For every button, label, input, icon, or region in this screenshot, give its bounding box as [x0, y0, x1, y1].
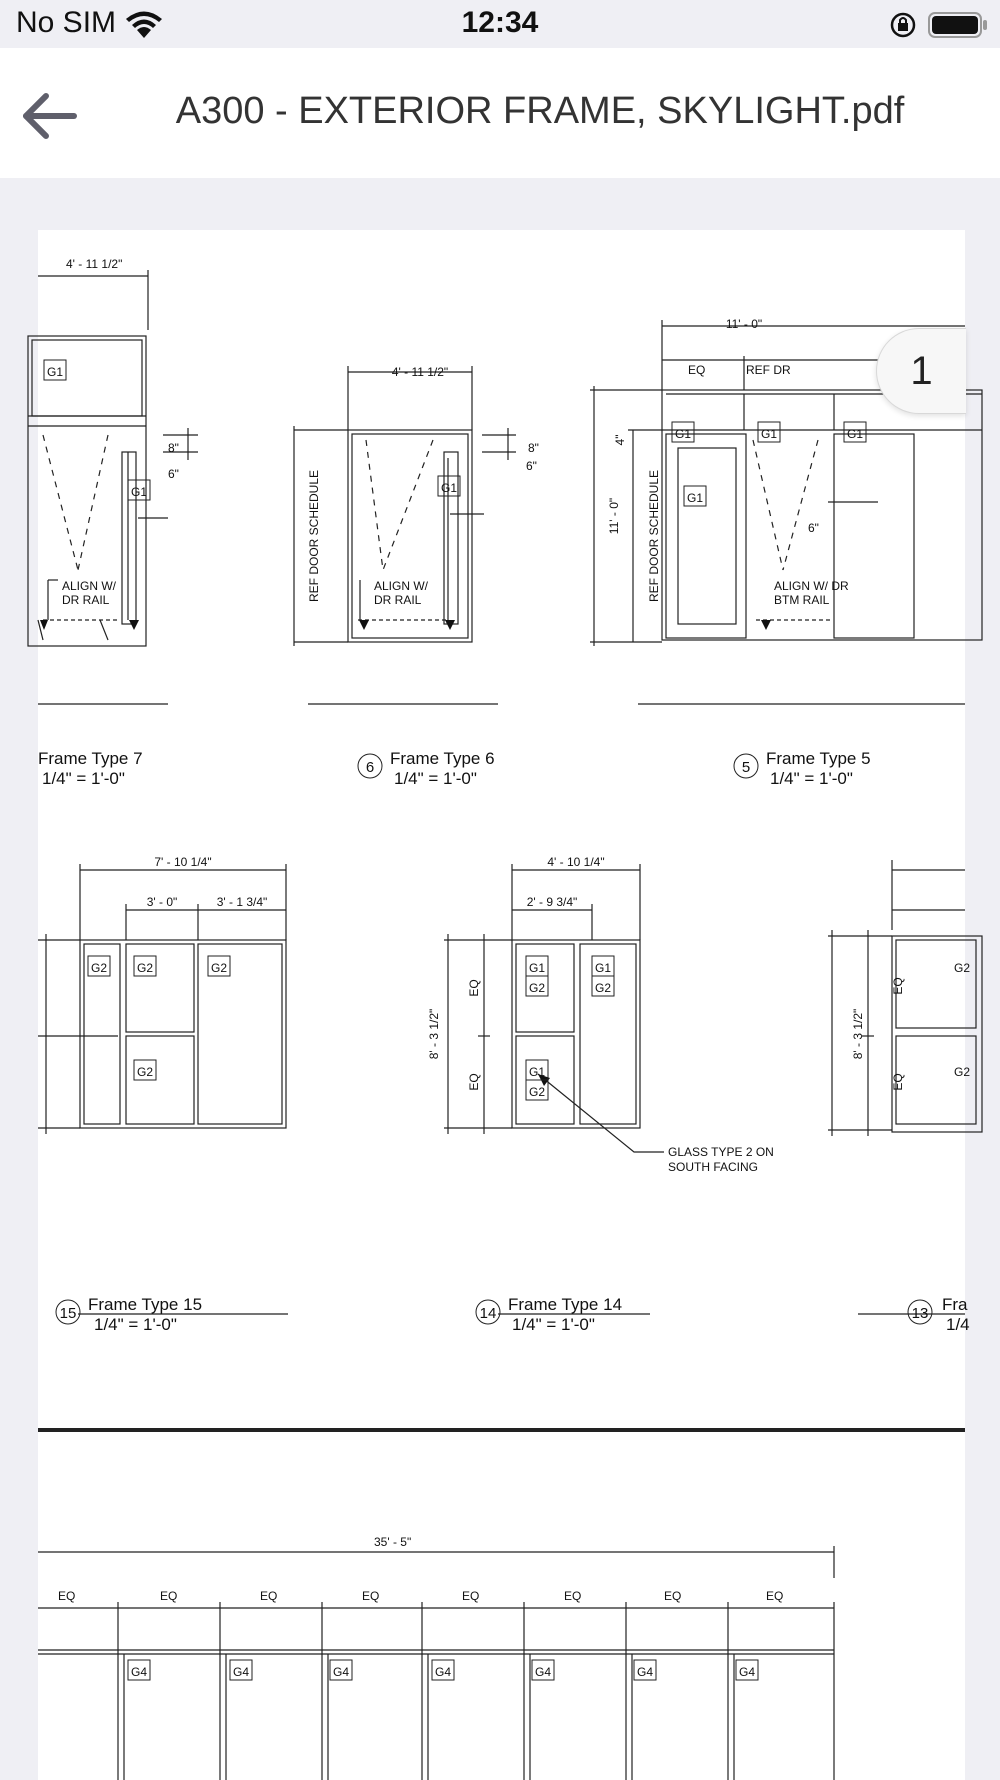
frame-title: Frame Type 5: [766, 749, 871, 768]
frame-title: Frame Type 6: [390, 749, 495, 768]
dim-text: EQ: [564, 1589, 582, 1603]
frame-title: Frame Type 7: [38, 749, 143, 768]
frame-scale: 1/4: [946, 1315, 970, 1334]
dim-text: EQ: [160, 1589, 178, 1603]
dim-text: 4": [613, 434, 627, 446]
tag-label: G2: [137, 961, 154, 975]
dim-text: EQ: [664, 1589, 682, 1603]
frame-scale: 1/4" = 1'-0": [42, 769, 125, 788]
dim-text: 2' - 9 3/4": [526, 895, 578, 909]
dim-text: 3' - 1 3/4": [216, 895, 268, 909]
clock: 12:34: [461, 6, 539, 39]
tag-label: G2: [137, 1065, 154, 1079]
tag-label: G1: [131, 485, 148, 499]
dim-text: EQ: [462, 1589, 480, 1603]
dim-text: EQ: [467, 1073, 481, 1091]
frame-scale: 1/4" = 1'-0": [512, 1315, 595, 1334]
tag-label: G1: [47, 365, 64, 379]
note-text: BTM RAIL: [774, 593, 830, 607]
dim-text: REF DR: [746, 363, 791, 377]
dim-text: EQ: [362, 1589, 380, 1603]
note-text: GLASS TYPE 2 ON: [668, 1145, 774, 1159]
frame-scale: 1/4" = 1'-0": [394, 769, 477, 788]
tag-label: G4: [233, 1665, 250, 1679]
tag-label: G1: [687, 491, 704, 505]
dim-text: 3' - 0": [146, 895, 178, 909]
pdf-viewer[interactable]: [0, 178, 1000, 1778]
dim-text: 7' - 10 1/4": [154, 855, 212, 869]
tag-label: G2: [211, 961, 228, 975]
page-number-badge: 1: [876, 328, 966, 414]
frame-number: 13: [911, 1305, 929, 1322]
frame-number: 6: [365, 759, 375, 776]
pdf-page[interactable]: [38, 230, 971, 1780]
carrier-label: No SIM: [16, 6, 117, 39]
frame-number: 15: [59, 1305, 77, 1322]
dim-text: 4' - 11 1/2": [391, 365, 449, 379]
tag-label: G2: [529, 981, 546, 995]
note-text: ALIGN W/ DR: [774, 579, 849, 593]
dim-text: EQ: [58, 1589, 76, 1603]
frame-scale: 1/4" = 1'-0": [770, 769, 853, 788]
rotation-lock-icon: [888, 10, 918, 45]
dim-text: 4' - 10 1/4": [547, 855, 605, 869]
tag-label: G1: [595, 961, 612, 975]
tag-label: G2: [595, 981, 612, 995]
drawing-sheet: [38, 230, 971, 1780]
tag-label: G2: [954, 961, 971, 975]
note-text: DR RAIL: [62, 593, 110, 607]
dim-text: 8": [528, 441, 539, 455]
dim-text: 8": [168, 441, 179, 455]
dim-text: 4' - 11 1/2": [66, 257, 123, 271]
frame-title: Frame Type 14: [508, 1295, 623, 1314]
arrow-left-icon: [18, 88, 82, 144]
navigation-bar: [0, 48, 1000, 178]
tag-label: G4: [333, 1665, 350, 1679]
dim-text: EQ: [891, 977, 905, 995]
tag-label: G1: [761, 427, 778, 441]
note-text: REF DOOR SCHEDULE: [647, 469, 661, 603]
frame-number: 5: [741, 759, 751, 776]
frame-number: 14: [479, 1305, 497, 1322]
dim-text: 8' - 3 1/2": [427, 1008, 441, 1060]
tag-label: G1: [529, 961, 546, 975]
dim-text: 11' - 0": [607, 497, 621, 535]
tag-label: G4: [637, 1665, 654, 1679]
tag-label: G4: [435, 1665, 452, 1679]
tag-label: G1: [441, 481, 458, 495]
dim-text: 11' - 0": [725, 317, 763, 331]
frame-scale: 1/4" = 1'-0": [94, 1315, 177, 1334]
tag-label: G2: [529, 1085, 546, 1099]
tag-label: G1: [847, 427, 864, 441]
frame-title: Frame Type 15: [88, 1295, 203, 1314]
dim-text: 6": [526, 459, 537, 473]
tag-label: G2: [91, 961, 108, 975]
dim-text: 8' - 3 1/2": [851, 1008, 865, 1060]
tag-label: G2: [954, 1065, 971, 1079]
dim-text: EQ: [260, 1589, 278, 1603]
document-title: A300 - EXTERIOR FRAME, SKYLIGHT.pdf: [175, 90, 905, 132]
tag-label: G4: [739, 1665, 756, 1679]
note-text: DR RAIL: [374, 593, 422, 607]
dim-text: 6": [168, 467, 179, 481]
dim-text: EQ: [891, 1073, 905, 1091]
battery-icon: [928, 12, 988, 43]
status-bar: [0, 0, 1000, 48]
dim-text: EQ: [467, 979, 481, 997]
tag-label: G1: [675, 427, 692, 441]
dim-text: 35' - 5": [374, 1535, 412, 1549]
dim-text: EQ: [688, 363, 706, 377]
tag-label: G4: [535, 1665, 552, 1679]
tag-label: G1: [529, 1065, 546, 1079]
back-button[interactable]: [18, 88, 82, 144]
frame-title: Fra: [942, 1295, 968, 1314]
note-text: ALIGN W/: [374, 579, 429, 593]
note-text: SOUTH FACING: [668, 1160, 759, 1174]
dim-text: 6": [808, 521, 819, 535]
note-text: ALIGN W/: [62, 579, 117, 593]
note-text: REF DOOR SCHEDULE: [307, 469, 321, 603]
dim-text: EQ: [766, 1589, 784, 1603]
tag-label: G4: [131, 1665, 148, 1679]
